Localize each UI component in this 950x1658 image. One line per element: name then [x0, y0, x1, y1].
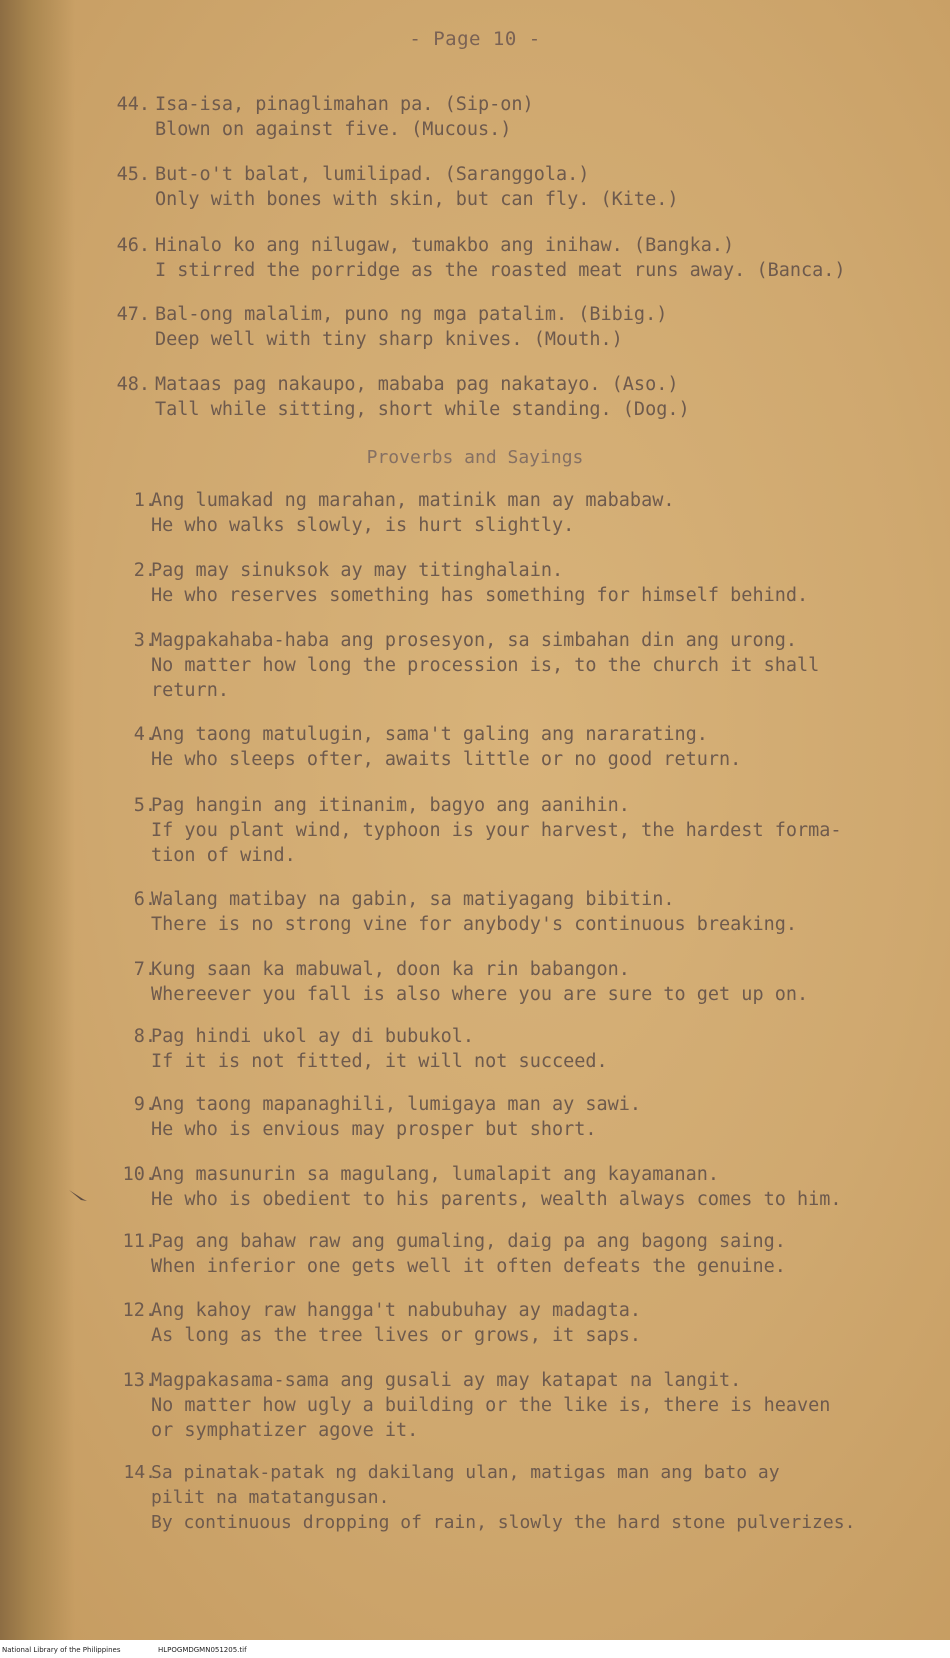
page-number: - Page 10 - [409, 28, 541, 50]
proverb-line: Walang matibay na gabin, sa matiyagang bibitin. [151, 889, 675, 910]
proverb-line: pilit na matatangusan. [151, 1487, 390, 1508]
proverb-line: Pag hindi ukol ay di bubukol. [151, 1026, 475, 1047]
proverb-line: Kung saan ka mabuwal, doon ka rin babangon. [151, 959, 630, 980]
riddle-line: Only with bones with skin, but can fly. (Kite.) [155, 189, 679, 210]
proverb-line: tion of wind. [151, 845, 296, 866]
proverb-line: return. [151, 680, 229, 701]
proverb-line: Ang taong mapanaghili, lumigaya man ay sawi. [151, 1094, 642, 1115]
riddle-line: Isa-isa, pinaglimahan pa. (Sip-on) [155, 94, 534, 115]
riddle-number: 48. [116, 374, 150, 395]
riddle-text [155, 372, 690, 422]
proverb-line: Whereever you fall is also where you are sure to get up on. [151, 984, 809, 1005]
proverb-line: There is no strong vine for anybody's continuous breaking. [151, 914, 798, 935]
proverb-text [151, 1368, 830, 1443]
riddle-line: Deep well with tiny sharp knives. (Mouth.) [155, 329, 623, 350]
proverb-number: 14. [123, 1462, 156, 1483]
proverb-line: He who walks slowly, is hurt slightly. [151, 515, 575, 536]
proverb-text [151, 957, 808, 1007]
proverb-number: 8. [133, 1026, 156, 1047]
proverb-line: Ang kahoy raw hangga't nabubuhay ay madagta. [151, 1300, 642, 1321]
proverb-line: Pag ang bahaw raw ang gumaling, daig pa ang bagong saing. [151, 1231, 786, 1252]
footer-filename: HLPOGMDGMN051205.tif [158, 1646, 247, 1654]
proverb-text [151, 1229, 786, 1279]
riddle-number: 45. [116, 164, 150, 185]
proverb-number: 11. [122, 1231, 156, 1252]
proverb-number: 13. [122, 1370, 156, 1391]
proverb-line: No matter how long the procession is, to the church it shall [151, 655, 820, 676]
riddle-line: Tall while sitting, short while standing. (Dog.) [155, 399, 690, 420]
proverb-line: Sa pinatak-patak ng dakilang ulan, matigas man ang bato ay [151, 1462, 780, 1483]
proverb-line: He who reserves something has something for himself behind. [151, 585, 809, 606]
proverb-number: 3. [133, 630, 156, 651]
riddle-text [155, 92, 534, 142]
riddle-line: Hinalo ko ang nilugaw, tumakbo ang inihaw. (Bangka.) [155, 235, 735, 256]
proverb-line: When inferior one gets well it often defeats the genuine. [151, 1256, 786, 1277]
proverb-text [151, 722, 741, 772]
proverb-text [151, 1162, 842, 1212]
riddle-number: 44. [116, 94, 150, 115]
proverb-text [151, 558, 808, 608]
proverb-line: Ang taong matulugin, sama't galing ang nararating. [151, 724, 708, 745]
proverb-number: 1. [133, 490, 156, 511]
riddle-line: I stirred the porridge as the roasted meat runs away. (Banca.) [155, 260, 846, 281]
proverb-line: No matter how ugly a building or the like is, there is heaven [151, 1395, 831, 1416]
riddle-text [155, 162, 678, 212]
proverb-text [151, 628, 819, 703]
proverb-number: 5. [133, 795, 156, 816]
proverb-number: 2. [133, 560, 156, 581]
proverb-line: If it is not fitted, it will not succeed. [151, 1051, 608, 1072]
riddle-text [155, 233, 846, 283]
riddle-line: Blown on against five. (Mucous.) [155, 119, 512, 140]
riddle-line: But-o't balat, lumilipad. (Saranggola.) [155, 164, 590, 185]
riddle-line: Bal-ong malalim, puno ng mga patalim. (Bibig.) [155, 304, 668, 325]
proverb-line: As long as the tree lives or grows, it saps. [151, 1325, 642, 1346]
proverb-line: or symphatizer agove it. [151, 1420, 419, 1441]
proverb-text [151, 1092, 641, 1142]
proverb-line: Pag may sinuksok ay may titinghalain. [151, 560, 564, 581]
riddle-number: 46. [116, 235, 150, 256]
proverb-number: 4. [133, 724, 156, 745]
proverb-line: He who is envious may prosper but short. [151, 1119, 597, 1140]
riddle-line: Mataas pag nakaupo, mababa pag nakatayo. (Aso.) [155, 374, 679, 395]
footer-bar [0, 1640, 950, 1658]
proverb-text [151, 1460, 855, 1535]
proverb-line: Magpakasama-sama ang gusali ay may katapat na langit. [151, 1370, 742, 1391]
riddle-number: 47. [116, 304, 150, 325]
proverb-line: If you plant wind, typhoon is your harvest, the hardest forma- [151, 820, 842, 841]
proverb-text [151, 488, 674, 538]
proverb-number: 10. [122, 1164, 156, 1185]
proverb-line: Ang masunurin sa magulang, lumalapit ang kayamanan. [151, 1164, 720, 1185]
pen-mark-icon [68, 1188, 88, 1202]
proverb-number: 9. [133, 1094, 156, 1115]
proverb-line: Pag hangin ang itinanim, bagyo ang aanihin. [151, 795, 630, 816]
riddle-text [155, 302, 667, 352]
proverb-text [151, 1298, 641, 1348]
footer-source: National Library of the Philippines [2, 1646, 121, 1654]
proverb-line: Magpakahaba-haba ang prosesyon, sa simbahan din ang urong. [151, 630, 798, 651]
section-heading: Proverbs and Sayings [366, 447, 584, 468]
proverb-number: 6. [133, 889, 156, 910]
proverb-number: 7. [133, 959, 156, 980]
proverb-line: Ang lumakad ng marahan, matinik man ay mababaw. [151, 490, 675, 511]
proverb-line: By continuous dropping of rain, slowly the hard stone pulverizes. [151, 1512, 856, 1533]
proverb-text [151, 887, 797, 937]
proverb-text [151, 1024, 608, 1074]
proverb-line: He who sleeps ofter, awaits little or no good return. [151, 749, 742, 770]
proverb-text [151, 793, 842, 868]
proverb-line: He who is obedient to his parents, wealth always comes to him. [151, 1189, 842, 1210]
proverb-number: 12. [122, 1300, 156, 1321]
binding-shadow [0, 0, 75, 1640]
